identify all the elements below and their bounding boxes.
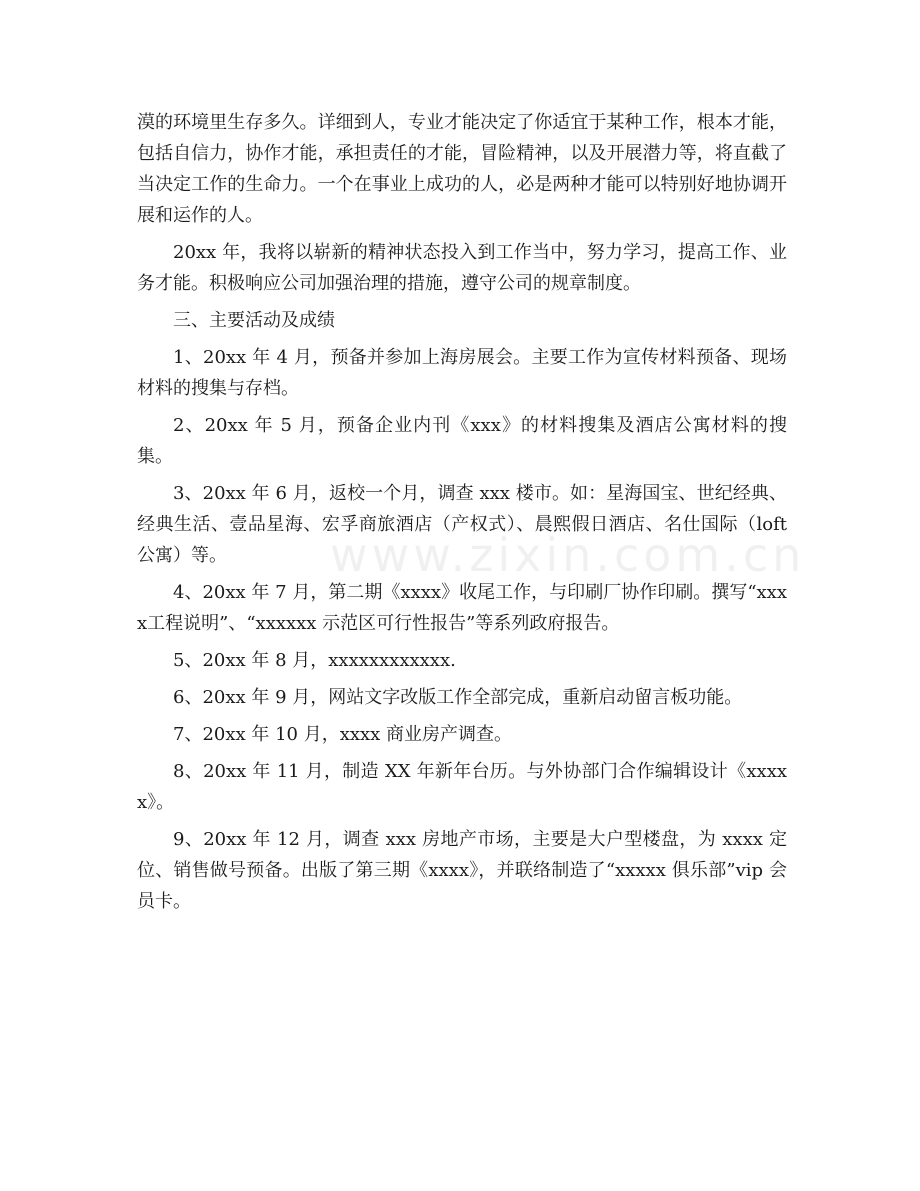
list-item: 8、20xx 年 11 月，制造 XX 年新年台历。与外协部门合作编辑设计《xxxxx》。 xyxy=(137,761,787,813)
list-item: 2、20xx 年 5 月，预备企业内刊《xxx》的材料搜集及酒店公寓材料的搜集。 xyxy=(137,415,787,467)
list-item: 1、20xx 年 4 月，预备并参加上海房展会。主要工作为宣传材料预备、现场材料的搜集与存档。 xyxy=(137,347,787,399)
list-item: 5、20xx 年 8 月，xxxxxxxxxxxx. xyxy=(173,650,456,671)
list-item: 9、20xx 年 12 月，调查 xxx 房地产市场，主要是大户型楼盘，为 xxxx 定位、销售做号预备。出版了第三期《xxxx》，并联络制造了“xxxxx 俱乐部”vip 会员卡。 xyxy=(137,829,787,912)
document-body xyxy=(137,107,787,923)
watermark: www.zixin.com.cn xyxy=(330,528,806,582)
section-heading: 三、主要活动及成绩 xyxy=(173,310,335,331)
paragraph-plan: 20xx 年，我将以崭新的精神状态投入到工作当中，努力学习，提高工作、业务才能。积极响应公司加强治理的措施，遵守公司的规章制度。 xyxy=(137,242,787,294)
list-item: 7、20xx 年 10 月，xxxx 商业房产调查。 xyxy=(173,724,513,745)
list-item: 3、20xx 年 6 月，返校一个月，调查 xxx 楼市。如：星海国宝、世纪经典、经典生活、壹品星海、宏孚商旅酒店（产权式）、晨熙假日酒店、名仕国际（loft 公寓）等。 xyxy=(137,483,787,566)
paragraph-continuation: 漠的环境里生存多久。详细到人，专业才能决定了你适宜于某种工作，根本才能，包括自信力，协作才能，承担责任的才能，冒险精神，以及开展潜力等，将直截了当决定工作的生命力。一个在事业上成功的人，必是两种才能可以特别好地协调开展和运作的人。 xyxy=(137,112,787,226)
list-item: 4、20xx 年 7 月，第二期《xxxx》收尾工作，与印刷厂协作印刷。撰写“xxxx工程说明”、“xxxxxx 示范区可行性报告”等系列政府报告。 xyxy=(137,582,787,634)
list-item: 6、20xx 年 9 月，网站文字改版工作全部完成，重新启动留言板功能。 xyxy=(173,687,743,708)
